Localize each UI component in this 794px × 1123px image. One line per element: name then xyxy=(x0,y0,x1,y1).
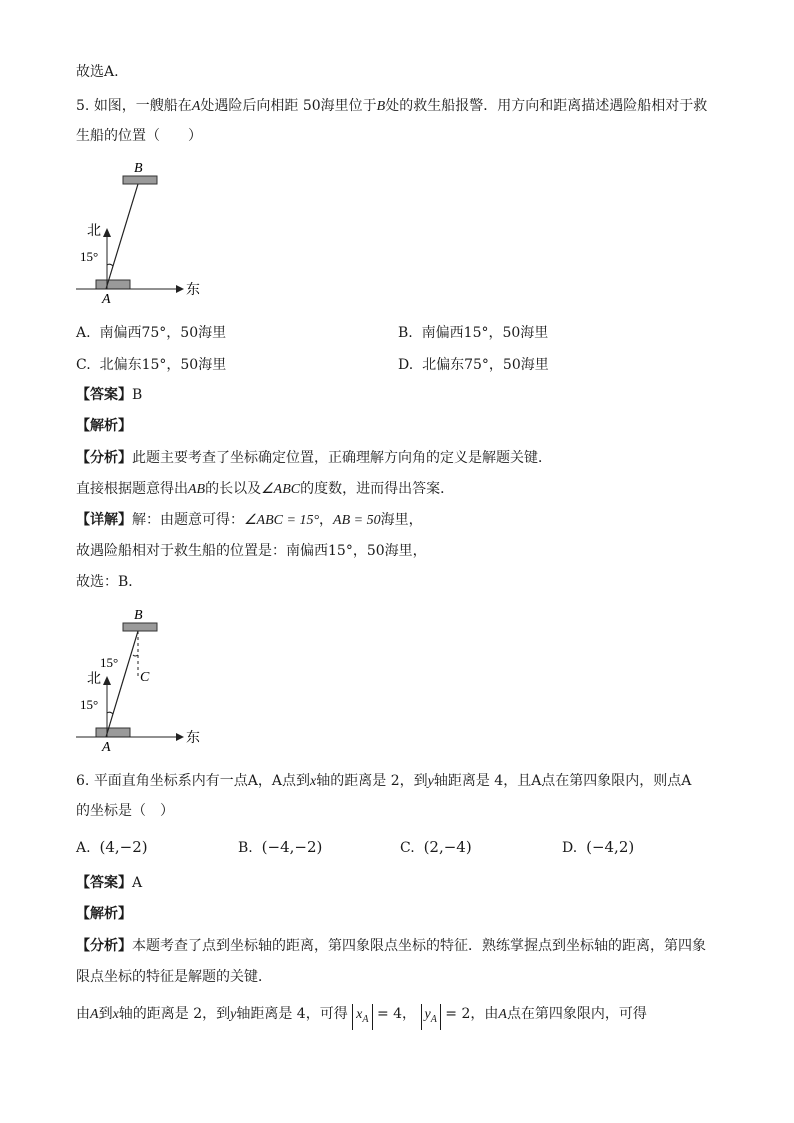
q5-distance: 50 xyxy=(302,98,321,114)
q6-last-part5: ，由 xyxy=(470,1006,499,1022)
q5-xiangjie-eq1: ∠ABC = 15° xyxy=(244,513,320,528)
q6-option-d[interactable] xyxy=(562,837,634,858)
q6-last-x: x xyxy=(112,1007,119,1022)
q5-answer-value: B xyxy=(132,387,143,403)
fig2-label-angle: 15° xyxy=(80,697,99,712)
q5-direct-part1: 直接根据题意得出 xyxy=(76,481,188,497)
q5-direct xyxy=(76,479,454,500)
q5-stem-part2: 处遇险后向相距 xyxy=(200,98,299,114)
q6-last-part3: 轴的距离是 2，到 xyxy=(118,1006,231,1022)
fig1-label-east: 东 xyxy=(186,283,200,298)
fig2-north-arrow xyxy=(103,676,111,685)
q5-stem-line2: 生船的位置（ ） xyxy=(76,128,202,144)
q5-direct-part2: 的长以及 xyxy=(205,481,262,497)
fig2-label-north: 北 xyxy=(87,672,101,687)
q5-xiangjie-sep: ， xyxy=(319,512,334,528)
q6-stem-line1 xyxy=(76,771,691,792)
q6-analysis-label: 【解析】 xyxy=(76,906,132,922)
fig2-east-arrow xyxy=(176,733,184,741)
q6-option-c[interactable] xyxy=(400,837,472,858)
q6-last-part6: 点在第四象限内，可得 xyxy=(506,1006,647,1022)
fig1-north-arrow xyxy=(103,228,111,237)
fig1-segment-ab xyxy=(106,184,138,289)
q5-answer-tag: 【答案】 xyxy=(76,387,132,403)
q5-stem-line1 xyxy=(76,96,707,117)
q6-last-a2: A xyxy=(498,1007,507,1022)
q5-option-d-key: D. xyxy=(398,357,414,373)
q6-x-axis: x xyxy=(310,774,317,789)
q6-abs-xa-var: x xyxy=(356,1007,363,1022)
q5-point-b: B xyxy=(376,99,386,114)
q5-option-c-text: 北偏东15°，50海里 xyxy=(99,357,227,373)
q6-option-c-text: (2,−4) xyxy=(423,838,472,856)
q6-last-part1: 由 xyxy=(76,1006,90,1022)
q6-option-a-text: (4,−2) xyxy=(99,838,148,856)
q6-option-b[interactable] xyxy=(238,837,322,858)
q5-option-d-text: 北偏东75°，50海里 xyxy=(422,357,549,373)
fig2-segment-ab xyxy=(106,631,138,737)
fig1-label-angle: 15° xyxy=(80,249,99,264)
q6-answer xyxy=(76,873,142,893)
q6-option-d-text: (−4,2) xyxy=(586,838,635,856)
q6-option-d-key: D. xyxy=(562,840,578,856)
q6-last-a: A xyxy=(90,1007,99,1022)
q5-direct-ab: AB xyxy=(188,482,206,497)
q5-option-b[interactable] xyxy=(398,323,548,343)
q6-option-b-key: B. xyxy=(238,840,253,856)
q6-option-a[interactable] xyxy=(76,837,148,858)
fig2-ship-a xyxy=(96,728,130,737)
q6-last-line xyxy=(76,1004,647,1030)
q5-conclusion2: 故选：B． xyxy=(76,574,143,590)
q6-abs-ya-sub: A xyxy=(430,1013,437,1025)
q5-stem-part1: 如图，一艘船在 xyxy=(93,98,192,114)
fig2-label-c: C xyxy=(140,670,150,685)
fig1-label-north: 北 xyxy=(87,224,101,239)
q5-stem-part3: 海里位于 xyxy=(320,98,377,114)
q6-number: 6. xyxy=(76,773,90,789)
q5-xiangjie-tag: 【详解】 xyxy=(76,512,132,528)
q6-last-eq1: = 4 xyxy=(376,1006,403,1022)
fig1-ship-a xyxy=(96,280,130,289)
fig1-angle-arc xyxy=(107,264,113,266)
fig2-angle-arc-top xyxy=(133,655,138,656)
q5-point-a: A xyxy=(191,99,201,114)
q6-option-a-key: A. xyxy=(76,840,91,856)
q5-option-a[interactable] xyxy=(76,323,226,343)
fig1-label-b: B xyxy=(134,161,143,176)
q6-fenxi-tag: 【分析】 xyxy=(76,938,132,954)
q5-conclusion1: 故遇险船相对于救生船的位置是：南偏西15°，50海里， xyxy=(76,543,427,559)
fig2-label-angle-top: 15° xyxy=(100,655,119,670)
q6-last-y: y xyxy=(230,1007,237,1022)
q5-analysis-tag xyxy=(76,416,132,436)
fig2-ship-b xyxy=(123,623,157,631)
prev-conclusion: 故选A. xyxy=(76,64,119,80)
q6-abs-xa-sub: A xyxy=(362,1013,369,1025)
q5-fenxi-text: 此题主要考查了坐标确定位置，正确理解方向角的定义是解题关键． xyxy=(132,450,552,466)
fig1-east-arrow xyxy=(176,285,184,293)
q5-xiangjie-part1: 解：由题意可得： xyxy=(132,512,244,528)
q5-figure-1 xyxy=(70,155,220,305)
q6-last-part2: 到 xyxy=(98,1006,113,1022)
q5-option-a-key: A. xyxy=(76,325,91,341)
q6-abs-xa xyxy=(352,1004,372,1030)
fig2-label-a: A xyxy=(102,740,111,753)
q5-option-c-key: C. xyxy=(76,357,91,373)
q6-answer-tag: 【答案】 xyxy=(76,875,132,891)
fig1-label-a: A xyxy=(102,292,111,305)
q5-direct-angle: ∠ABC xyxy=(261,482,301,497)
q6-fenxi-text1: 本题考查了点到坐标轴的距离，第四象限点坐标的特征．熟练掌握点到坐标轴的距离，第四象 xyxy=(132,938,706,954)
q6-abs-ya xyxy=(421,1004,441,1030)
q5-fenxi xyxy=(76,448,552,468)
q5-xiangjie-part2: 海里， xyxy=(380,512,423,528)
fig2-label-east: 东 xyxy=(186,731,200,746)
fig2-label-b: B xyxy=(134,608,143,623)
q5-xiangjie-eq2: AB = 50 xyxy=(333,513,381,528)
q6-fenxi-line2: 限点坐标的特征是解题的关键． xyxy=(76,969,272,985)
q5-fenxi-tag: 【分析】 xyxy=(76,450,132,466)
q6-fenxi-line1 xyxy=(76,936,706,956)
q5-analysis-label: 【解析】 xyxy=(76,418,132,434)
q5-option-d[interactable] xyxy=(398,355,549,375)
q6-last-comma: ， xyxy=(402,1006,417,1022)
q5-number: 5. xyxy=(76,98,90,114)
q6-last-part4: 轴距离是 4，可得 xyxy=(236,1006,348,1022)
q5-answer xyxy=(76,385,142,405)
q6-stem-part1: 平面直角坐标系内有一点A，A点到 xyxy=(93,773,311,789)
q5-stem-part4: 处的救生船报警．用方向和距离描述遇险船相对于救 xyxy=(385,98,708,114)
q5-option-b-key: B. xyxy=(398,325,413,341)
q5-option-b-text: 南偏西15°，50海里 xyxy=(421,325,549,341)
q6-analysis-tag xyxy=(76,904,132,924)
q5-figure-2 xyxy=(70,603,220,753)
q6-abs-ya-var: y xyxy=(424,1007,431,1022)
q6-last-eq2: = 2 xyxy=(445,1006,471,1022)
q5-option-c[interactable] xyxy=(76,355,226,375)
q6-stem-part2: 轴的距离是 2，到 xyxy=(316,773,428,789)
q6-stem-line2: 的坐标是（ ） xyxy=(76,803,174,819)
q6-stem-part3: 轴距离是 4，且A点在第四象限内，则点A xyxy=(433,773,692,789)
q6-y-axis: y xyxy=(427,774,434,789)
q5-option-a-text: 南偏西75°，50海里 xyxy=(99,325,227,341)
fig2-angle-arc xyxy=(107,712,113,714)
fig1-ship-b xyxy=(123,176,157,184)
q6-option-b-text: (−4,−2) xyxy=(261,838,323,856)
q5-direct-part3: 的度数，进而得出答案． xyxy=(300,481,455,497)
q5-xiangjie xyxy=(76,510,423,531)
q6-option-c-key: C. xyxy=(400,840,415,856)
q6-answer-value: A xyxy=(132,875,143,891)
